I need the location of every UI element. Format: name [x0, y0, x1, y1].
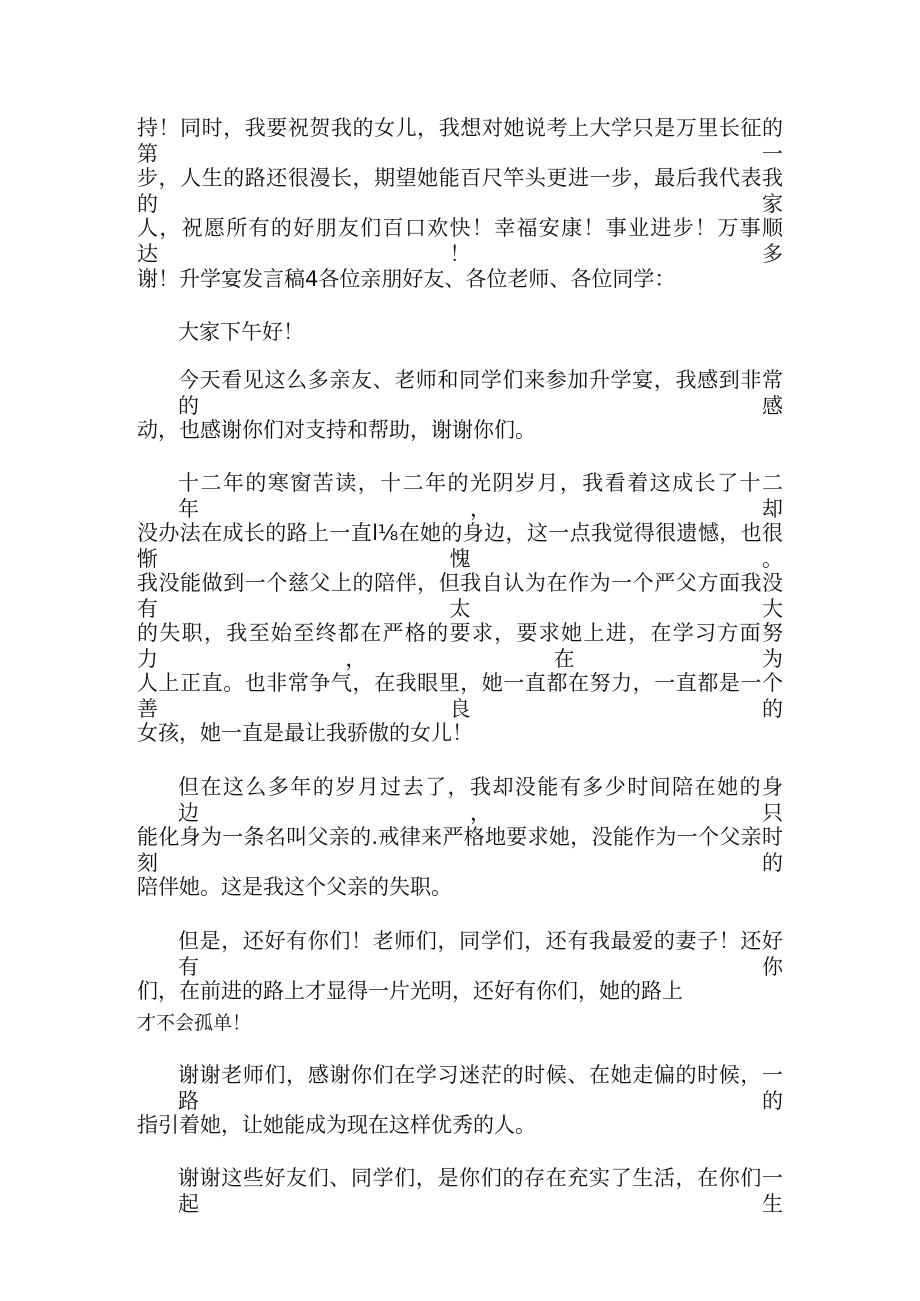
text-line: 动，也感谢你们对支持和帮助，谢谢你们。 [137, 418, 536, 442]
text-line: 十二年的寒窗苦读，十二年的光阴岁月，我看着这成长了十二年，却 [178, 471, 783, 521]
text-line: 谢！升学宴发言稿4各位亲朋好友、各位老师、各位同学： [137, 267, 676, 291]
text-line: 谢谢这些好友们、同学们，是你们的存在充实了生活，在你们一起生 [178, 1166, 783, 1216]
greeting-line: 大家下午好！ [178, 320, 304, 344]
text-line: 但在这么多年的岁月过去了，我却没能有多少时间陪在她的身边，只 [178, 775, 783, 825]
text-line: 能化身为一条名叫父亲的.戒律来严格地要求她，没能作为一个父亲时刻的 [137, 825, 783, 875]
text-line: 们，在前进的路上才显得一片光明，还好有你们，她的路上 [137, 979, 683, 1003]
text-line: 今天看见这么多亲友、老师和同学们来参加升学宴，我感到非常的感 [178, 368, 783, 418]
text-line: 指引着她，让她能成为现在这样优秀的人。 [137, 1113, 536, 1137]
text-line: 但是，还好有你们！老师们，同学们，还有我最爱的妻子！还好有你 [178, 929, 783, 979]
text-line: 的失职，我至始至终都在严格的要求，要求她上进，在学习方面努力，在为 [137, 621, 783, 671]
text-line: 谢谢老师们，感谢你们在学习迷茫的时候、在她走偏的时候，一路的 [178, 1063, 783, 1113]
text-line: 我没能做到一个慈父上的陪伴，但我自认为在作为一个严父方面我没有太大 [137, 571, 783, 621]
text-line: 才不会孤单！ [137, 1012, 252, 1034]
text-line: 持！同时，我要祝贺我的女儿，我想对她说考上大学只是万里长征的第一 [137, 116, 783, 166]
text-line: 女孩，她一直是最让我骄傲的女儿！ [137, 721, 473, 745]
text-line: 人，祝愿所有的好朋友们百口欢快！幸福安康！事业进步！万事顺达！多 [137, 216, 783, 266]
text-line: 没办法在成长的路上一直l⅛在她的身边，这一点我觉得很遗憾，也很惭愧。 [137, 521, 783, 571]
text-line: 步，人生的路还很漫长，期望她能百尺竿头更进一步，最后我代表我的家 [137, 166, 783, 216]
text-line: 人上正直。也非常争气，在我眼里，她一直都在努力，一直都是一个善良的 [137, 671, 783, 721]
text-line: 陪伴她。这是我这个父亲的失职。 [137, 875, 452, 899]
